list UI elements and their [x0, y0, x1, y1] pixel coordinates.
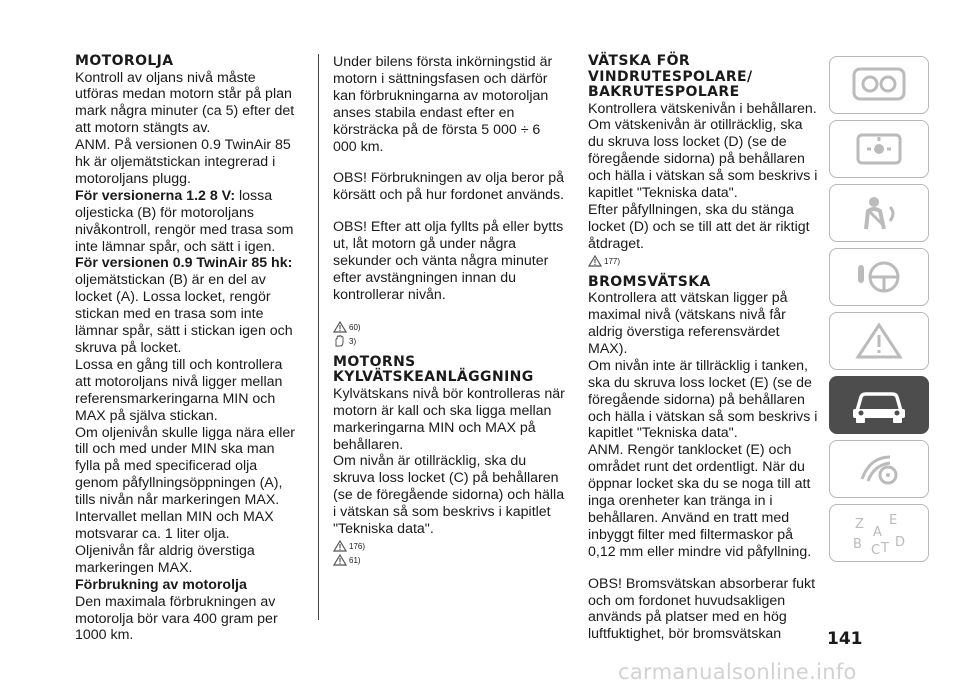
- steering-wheel-key-icon: [850, 257, 908, 297]
- paragraph: ANM. På versionen 0.9 TwinAir 85 hk är oljemätstickan integrerad i motoroljans plugg.: [75, 137, 291, 187]
- caution-reference: 3): [333, 335, 565, 347]
- paragraph: Om vätskenivån är otillräcklig, ska du skruva loss locket (D) (se de föregående sidorna) på behållaren och hälla i vätskan så som beskrivs i kapitlet "Tekniska data".: [588, 117, 818, 202]
- paragraph: För versionerna 1.2 8 V: lossa oljesticka (B) för motoroljans nivåkontroll, rengör med trasa som inte lämnar spår, och sätt i igen.: [75, 187, 294, 255]
- paragraph: Om nivån är otillräcklig, ska du skruva loss locket (C) på behållaren (se de föregående sidorna) och hälla i vätskan så som beskrivs i kapitlet "Tekniska data".: [333, 453, 565, 538]
- chapter-tab-index[interactable]: [829, 504, 929, 562]
- subheading-version-twinair: För versionen 0.9 TwinAir 85 hk:: [75, 255, 293, 272]
- chapter-tab-warning-lights[interactable]: [829, 120, 929, 178]
- svg-text:D: D: [895, 535, 906, 550]
- warning-triangle-icon: [333, 540, 347, 552]
- svg-text:B: B: [853, 537, 862, 552]
- warning-reference: 176): [333, 540, 565, 552]
- warning-triangle-icon: [588, 255, 602, 267]
- seatbelt-person-icon: [850, 193, 908, 233]
- paragraph: Om oljenivån skulle ligga nära eller till och med under MIN ska man fylla på med specificerad olja genom påfyllningsöppningen (A), tills nivån når markeringen MAX.: [75, 424, 296, 509]
- paragraph: Intervallet mellan MIN och MAX motsvarar ca. 1 liter olja.: [75, 509, 274, 542]
- warning-light-icon: [850, 129, 908, 169]
- paragraph: OBS! Bromsvätskan absorberar fukt och om fordonet huvudsakligen används på platser med en hög luftfuktighet, bör bromsvätskan: [588, 575, 816, 643]
- paragraph: Kylvätskans nivå bör kontrolleras när motorn är kall och ska ligga mellan markeringarna MIN och MAX på behållaren.: [333, 385, 565, 453]
- heading-washer-line2: VINDRUTESPOLARE/: [588, 68, 753, 85]
- paragraph: Under bilens första inkörningstid är motorn i sättningsfasen och därför kan förbrukningarna av motoroljan anses stabila endast efter en körsträcka på de första 5 000 ÷ 6 000 km.: [333, 54, 553, 155]
- car-front-icon: [847, 385, 911, 425]
- warning-triangle-icon: [333, 321, 347, 333]
- column-middle: [333, 54, 565, 568]
- heading-motorolja: MOTOROLJA: [75, 53, 174, 69]
- paragraph: Kontroll av oljans nivå måste utföras medan motorn står på plan mark några minuter (ca 5) efter det att motorn stängts av.: [75, 69, 295, 137]
- page-number: 141: [827, 629, 863, 649]
- chapter-tab-maintenance[interactable]: [829, 376, 929, 434]
- warning-reference: 177): [588, 255, 820, 267]
- heading-coolant-line1: MOTORNS: [333, 353, 416, 370]
- chapter-tab-safety[interactable]: [829, 184, 929, 242]
- paragraph: Den maximala förbrukningen av motorolja bör vara 400 gram per 1000 km.: [75, 593, 278, 644]
- paragraph: Lossa en gång till och kontrollera att motoroljans nivå ligger mellan referensmarkeringarna MIN och MAX på själva stickan.: [75, 356, 283, 424]
- column-left: [75, 54, 300, 644]
- paragraph: Oljenivån får aldrig överstiga markeringen MAX.: [75, 542, 255, 576]
- caution-hand-icon: [333, 335, 347, 347]
- heading-washer-line1: VÄTSKA FÖR: [588, 53, 691, 69]
- column-divider: [318, 54, 319, 620]
- warning-reference: 61): [333, 554, 565, 566]
- chapter-tab-dashboard[interactable]: [829, 56, 929, 114]
- warning-triangle-icon: [333, 554, 347, 566]
- road-warning-icon: [850, 321, 908, 361]
- heading-brake-fluid: BROMSVÄTSKA: [588, 273, 711, 290]
- paragraph: Kontrollera vätskenivån i behållaren.: [588, 100, 817, 117]
- paragraph: Om nivån inte är tillräcklig i tanken, ska du skruva loss locket (E) (se de föregående sidorna) på behållaren och hälla i vätskan så som beskrivs i kapitlet "Tekniska data".: [588, 357, 818, 442]
- car-dashboard-icon: [850, 65, 908, 105]
- warning-reference: 60): [333, 321, 565, 333]
- chapter-tab-driving[interactable]: [829, 248, 929, 306]
- subheading-oil-consumption: Förbrukning av motorolja: [75, 576, 247, 593]
- multimedia-icon: [850, 449, 908, 489]
- subheading-version-12: För versionerna 1.2 8 V:: [75, 187, 236, 204]
- svg-text:C: C: [871, 543, 881, 556]
- svg-text:T: T: [881, 541, 889, 556]
- heading-coolant-line2: KYLVÄTSKEANLÄGGNING: [333, 369, 534, 386]
- svg-text:A: A: [873, 525, 882, 540]
- chapter-tab-emergency[interactable]: [829, 312, 929, 370]
- svg-text:Z: Z: [855, 517, 864, 532]
- paragraph: Efter påfyllningen, ska du stänga locket (D) och se till att det är riktigt åtdraget.: [588, 201, 810, 252]
- watermark-text: carmanualsonline.info: [618, 660, 857, 684]
- heading-washer-line3: BAKRUTESPOLARE: [588, 84, 740, 100]
- svg-text:E: E: [889, 513, 898, 528]
- paragraph: OBS! Förbrukningen av olja beror på körsätt och på hur fordonet används.: [333, 170, 565, 204]
- column-right: [588, 54, 820, 643]
- paragraph: OBS! Efter att olja fyllts på eller bytts ut, låt motorn gå under några sekunder och vänta några minuter efter avstängningen innan du kontrollerar nivån.: [333, 219, 564, 303]
- paragraph: För versionen 0.9 TwinAir 85 hk: oljemätstickan (B) är en del av locket (A). Lossa locket, rengör stickan med en trasa som inte lämnar spår, sätt i stickan igen och skruva på locket.: [75, 255, 293, 356]
- paragraph: Kontrollera att vätskan ligger på maximal nivå (vätskans nivå får aldrig överstiga referensvärdet MAX).: [588, 290, 788, 357]
- paragraph: ANM. Rengör tanklocket (E) och området runt det ordentligt. När du öppnar locket ska du se noga till att inga orenheter kan tränga in i behållaren. Använd en tratt med inbyggt filter med filtermaskor på 0,12 mm eller mindre vid påfyllning.: [588, 442, 812, 560]
- chapter-tab-multimedia[interactable]: [829, 440, 929, 498]
- chapter-sidebar: [829, 56, 929, 568]
- index-letters-icon: [847, 510, 911, 556]
